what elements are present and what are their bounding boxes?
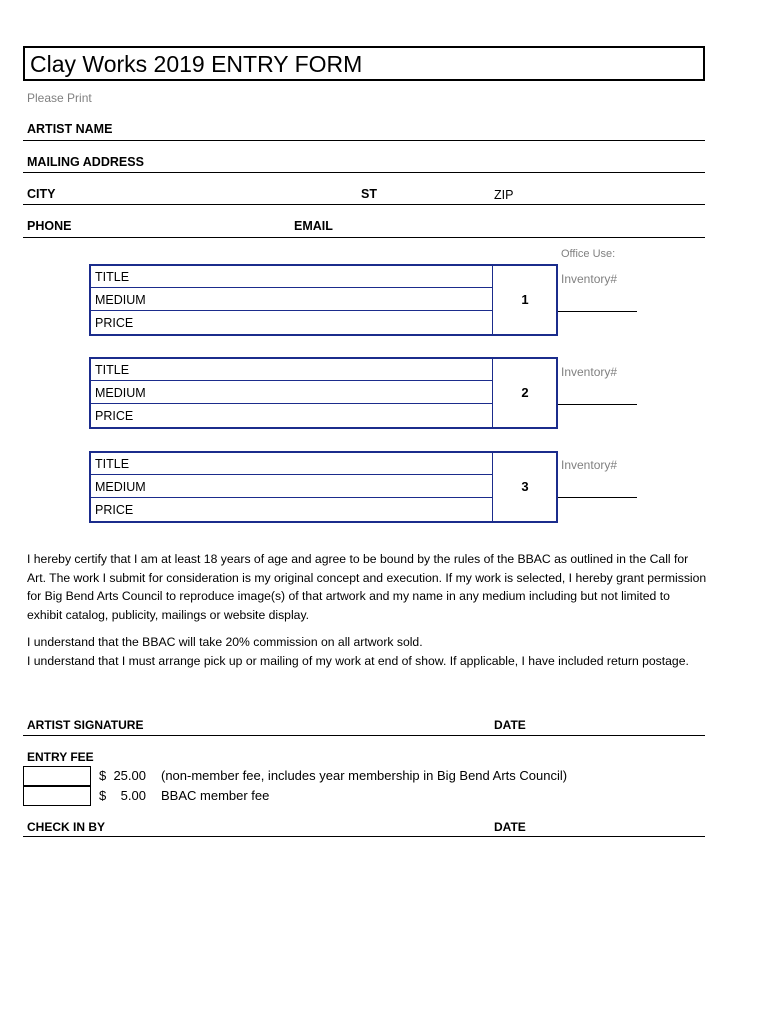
entry-title-field[interactable]: TITLE [91,266,492,288]
email-label: EMAIL [294,219,333,233]
signature-field[interactable] [23,735,705,736]
inventory-label: Inventory# [561,365,618,379]
artist-name-label: ARTIST NAME [27,122,113,136]
form-title-box [23,46,705,81]
entry-price-field[interactable]: PRICE [95,316,134,330]
office-use-label: Office Use: [561,248,616,260]
state-label: ST [361,187,377,201]
phone-email-field[interactable] [23,237,705,238]
check-in-field[interactable] [23,836,705,837]
certification-paragraph: I hereby certify that I am at least 18 years of age and agree to be bound by the rules of the BBAC as outlined in the Call for Art. The work I submit for consideration is my original concept and execution. If my work is selected, I hereby grant permission for Big Bend Arts Council to reproduce image(s) of that artwork and my name in any medium including but not limited to exhibit catalog, publicity, mailings or website display. [27,552,707,622]
member-fee-checkbox[interactable] [23,786,91,806]
entry-medium-field[interactable]: MEDIUM [91,289,492,311]
entry-title-field[interactable]: TITLE [91,359,492,381]
entry-medium-field[interactable]: MEDIUM [91,476,492,498]
entry-fields [91,266,493,334]
form-title: Clay Works 2019 ENTRY FORM [30,51,363,77]
artist-name-field[interactable] [23,140,705,141]
mailing-address-label: MAILING ADDRESS [27,155,144,169]
inventory-field[interactable] [558,497,637,498]
inventory-field[interactable] [558,311,637,312]
city-state-zip-field[interactable] [23,204,705,205]
check-in-date-label: DATE [494,820,526,834]
artist-signature-label: ARTIST SIGNATURE [27,718,144,732]
check-in-label: CHECK IN BY [27,820,106,834]
entry-medium-field[interactable]: MEDIUM [91,382,492,404]
mailing-address-field[interactable] [23,172,705,173]
member-fee-amount: $ 5.00 [99,788,146,803]
entry-fee-label: ENTRY FEE [27,750,94,764]
nonmember-fee-amount: $ 25.00 [99,768,146,783]
entry-price-field[interactable]: PRICE [95,503,134,517]
entry-fields [91,453,493,521]
entry-number: 2 [521,385,529,400]
commission-statement: I understand that the BBAC will take 20% commission on all artwork sold. [27,635,423,649]
inventory-label: Inventory# [561,272,618,286]
inventory-field[interactable] [558,404,637,405]
pickup-statement: I understand that I must arrange pick up or mailing of my work at end of show. If applicable, I have included return postage. [27,654,689,668]
entry-box-1 [89,264,558,336]
phone-label: PHONE [27,219,72,233]
nonmember-fee-checkbox[interactable] [23,766,91,786]
member-fee-description: BBAC member fee [161,788,270,803]
entry-box-3 [89,451,558,523]
entry-title-field[interactable]: TITLE [91,453,492,475]
entry-price-field[interactable]: PRICE [95,409,134,423]
city-label: CITY [27,187,56,201]
entry-fields [91,359,493,427]
entry-number: 1 [521,292,529,307]
please-print-note: Please Print [27,91,92,105]
entry-number: 3 [521,479,529,494]
entry-box-2 [89,357,558,429]
nonmember-fee-description: (non-member fee, includes year membership in Big Bend Arts Council) [161,768,568,783]
zip-label: ZIP [494,188,514,202]
signature-date-label: DATE [494,718,526,732]
inventory-label: Inventory# [561,458,618,472]
